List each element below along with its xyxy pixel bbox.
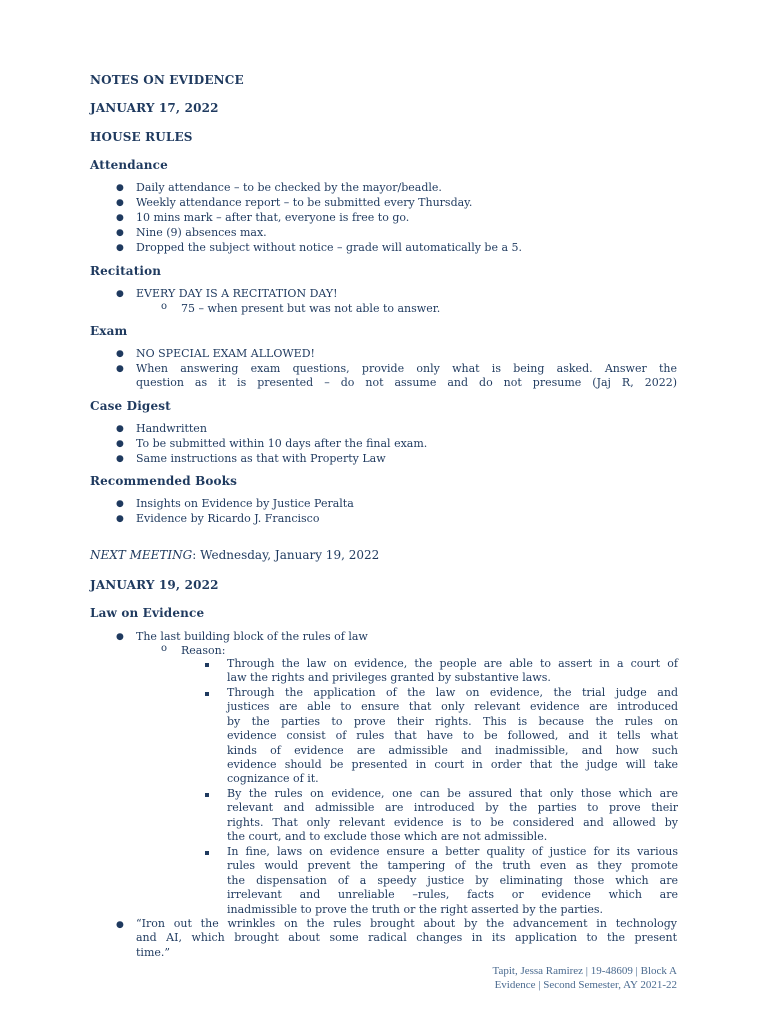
bullet-icon: ●: [116, 439, 124, 449]
bullet-icon: ●: [116, 183, 124, 193]
bullet-icon: ●: [116, 228, 124, 238]
circle-bullet-icon: o: [161, 301, 168, 312]
footer-course: Evidence | Second Semester, AY 2021-22: [494, 979, 677, 991]
paragraph-line: Through the law on evidence, the people are able to assert in a court of: [227, 657, 678, 670]
list-item: Dropped the subject without notice – grade will automatically be a 5.: [136, 241, 523, 254]
reason-paragraph: [227, 686, 678, 787]
bullet-icon: ●: [116, 198, 124, 208]
list-item: EVERY DAY IS A RECITATION DAY!: [136, 287, 338, 300]
date-heading-jan-17: JANUARY 17, 2022: [90, 101, 219, 115]
bullet-icon: ●: [116, 243, 124, 253]
list-item: Insights on Evidence by Justice Peralta: [136, 497, 354, 510]
paragraph-line: irrelevant and unreliable –rules, facts or evidence which are: [227, 888, 678, 902]
paragraph-line: cognizance of it.: [227, 772, 319, 786]
square-bullet-icon: [205, 851, 209, 855]
reason-paragraph: [227, 657, 678, 686]
date-heading-jan-19: JANUARY 19, 2022: [90, 578, 219, 592]
square-bullet-icon: [205, 692, 209, 696]
paragraph-line: the dispensation of a speedy justice by eliminating those which are: [227, 873, 678, 887]
reason-paragraph: [227, 845, 678, 917]
paragraph-line: Through the application of the law on evidence, the trial judge and: [227, 686, 678, 699]
bullet-icon: ●: [116, 920, 124, 930]
paragraph-line: kinds of evidence are admissible and inadmissible, and how such: [227, 743, 678, 757]
bullet-icon: ●: [116, 349, 124, 359]
document-title: NOTES ON EVIDENCE: [90, 73, 244, 87]
paragraph-line: evidence consist of rules that have to be followed, and it tells what: [227, 729, 678, 743]
bullet-icon: ●: [116, 632, 124, 642]
list-item: Weekly attendance report – to be submitted every Thursday.: [136, 196, 473, 209]
attendance-heading: Attendance: [90, 158, 168, 172]
exam-heading: Exam: [90, 324, 128, 338]
paragraph-line: When answering exam questions, provide only what is being asked. Answer the: [136, 362, 677, 375]
next-meeting-value: : Wednesday, January 19, 2022: [192, 548, 380, 562]
paragraph-line: by the parties to prove their rights. This is because the rules on: [227, 714, 678, 728]
paragraph-line: rights. That only relevant evidence is to be considered and allowed by: [227, 815, 678, 829]
square-bullet-icon: [205, 663, 209, 667]
paragraph-line: inadmissible to prove the truth or the right asserted by the parties.: [227, 902, 603, 916]
list-item: Handwritten: [136, 422, 207, 435]
list-item: Evidence by Ricardo J. Francisco: [136, 512, 320, 525]
bullet-icon: ●: [116, 454, 124, 464]
bullet-icon: ●: [116, 499, 124, 509]
paragraph-line: “Iron out the wrinkles on the rules brought about by the advancement in technology: [136, 917, 677, 930]
paragraph-line: question as it is presented – do not assume and do not presume (Jaj R, 2022): [136, 376, 677, 390]
list-item: The last building block of the rules of law: [136, 630, 368, 643]
bullet-icon: ●: [116, 514, 124, 524]
house-rules-heading: HOUSE RULES: [90, 130, 193, 144]
paragraph-line: rules would prevent the tampering of the truth even as they promote: [227, 859, 678, 873]
list-item: Daily attendance – to be checked by the mayor/beadle.: [136, 181, 442, 194]
paragraph-line: time.”: [136, 945, 170, 959]
bullet-icon: ●: [116, 213, 124, 223]
list-item: Nine (9) absences max.: [136, 226, 267, 239]
list-item: 10 mins mark – after that, everyone is free to go.: [136, 211, 410, 224]
paragraph-line: evidence should be presented in court in order that the judge will take: [227, 758, 678, 772]
list-item: Same instructions as that with Property Law: [136, 452, 386, 465]
bullet-icon: ●: [116, 289, 124, 299]
quote-paragraph: [136, 917, 677, 960]
law-on-evidence-heading: Law on Evidence: [90, 606, 205, 620]
paragraph-line: justices are able to ensure that only relevant evidence are introduced: [227, 700, 678, 714]
paragraph-line: relevant and admissible are introduced by the parties to prove their: [227, 801, 678, 815]
recitation-heading: Recitation: [90, 264, 162, 278]
sub-list-item: Reason:: [181, 644, 226, 657]
paragraph-line: the court, and to exclude those which are not admissible.: [227, 830, 548, 844]
case-digest-heading: Case Digest: [90, 399, 171, 413]
circle-bullet-icon: o: [161, 643, 168, 654]
paragraph-line: and AI, which brought about some radical changes in its application to the present: [136, 931, 677, 945]
next-meeting-line: [90, 548, 379, 562]
list-item-paragraph: [136, 362, 677, 391]
recommended-books-heading: Recommended Books: [90, 474, 238, 488]
paragraph-line: law the rights and privileges granted by substantive laws.: [227, 671, 551, 685]
next-meeting-label: NEXT MEETING: [90, 548, 193, 562]
paragraph-line: In fine, laws on evidence ensure a better quality of justice for its various: [227, 845, 678, 858]
bullet-icon: ●: [116, 364, 124, 374]
square-bullet-icon: [205, 793, 209, 797]
reason-paragraph: [227, 787, 678, 845]
footer-author: Tapit, Jessa Ramirez | 19-48609 | Block A: [492, 965, 677, 977]
bullet-icon: ●: [116, 424, 124, 434]
list-item: NO SPECIAL EXAM ALLOWED!: [136, 347, 315, 360]
list-item: To be submitted within 10 days after the final exam.: [136, 437, 428, 450]
sub-list-item: 75 – when present but was not able to answer.: [181, 302, 441, 315]
paragraph-line: By the rules on evidence, one can be assured that only those which are: [227, 787, 678, 800]
